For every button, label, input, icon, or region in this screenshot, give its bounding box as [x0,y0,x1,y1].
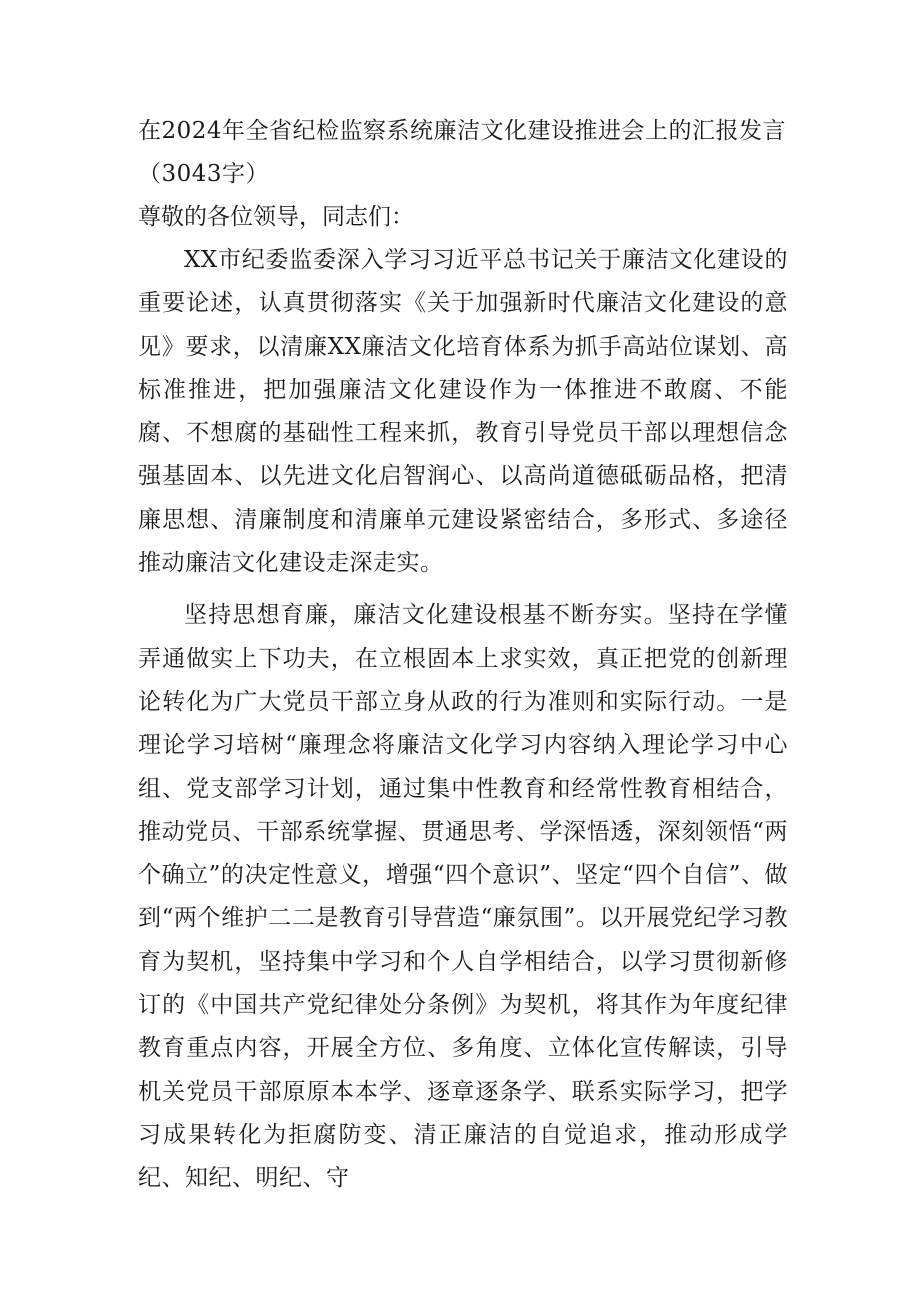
document-body [138,110,788,1201]
document-title: 在2024年全省纪检监察系统廉洁文化建设推进会上的汇报发言（3043字） [138,118,787,187]
paragraph-ideology: 坚持思想育廉，廉洁文化建设根基不断夯实。坚持在学懂弄通做实上下功夫，在立根固本上求实效，真正把党的创新理论转化为广大党员干部立身从政的行为准则和实际行动。一是理论学习培树“廉理念将廉洁文化学习内容纳入理论学习中心组、党支部学习计划，通过集中性教育和经常性教育相结合，推动党员、干部系统掌握、贯通思考、学深悟透，深刻领悟“两个确立”的决定性意义，增强“四个意识”、坚定“四个自信”、做到“两个维护二二是教育引导营造“廉氛围”。以开展党纪学习教育为契机，坚持集中学习和个人自学相结合，以学习贯彻新修订的《中国共产党纪律处分条例》为契机，将其作为年度纪律教育重点内容，开展全方位、多角度、立体化宣传解读，引导机关党员干部原原本本学、逐章逐条学、联系实际学习，把学习成果转化为拒腐防变、清正廉洁的自觉追求，推动形成学纪、知纪、明纪、守 [138,602,788,1192]
salutation: 尊敬的各位领导，同志们： [138,204,414,230]
paragraph-intro: XX市纪委监委深入学习习近平总书记关于廉洁文化建设的重要论述，认真贯彻落实《关于加强新时代廉洁文化建设的意见》要求，以清廉XX廉洁文化培育体系为抓手高站位谋划、高标准推进，把加强廉洁文化建设作为一体推进不敢腐、不能腐、不想腐的基础性工程来抓，教育引导党员干部以理想信念强基固本、以先进文化启智润心、以高尚道德砥砺品格，把清廉思想、清廉制度和清廉单元建设紧密结合，多形式、多途径推动廉洁文化建设走深走实。 [138,247,788,577]
